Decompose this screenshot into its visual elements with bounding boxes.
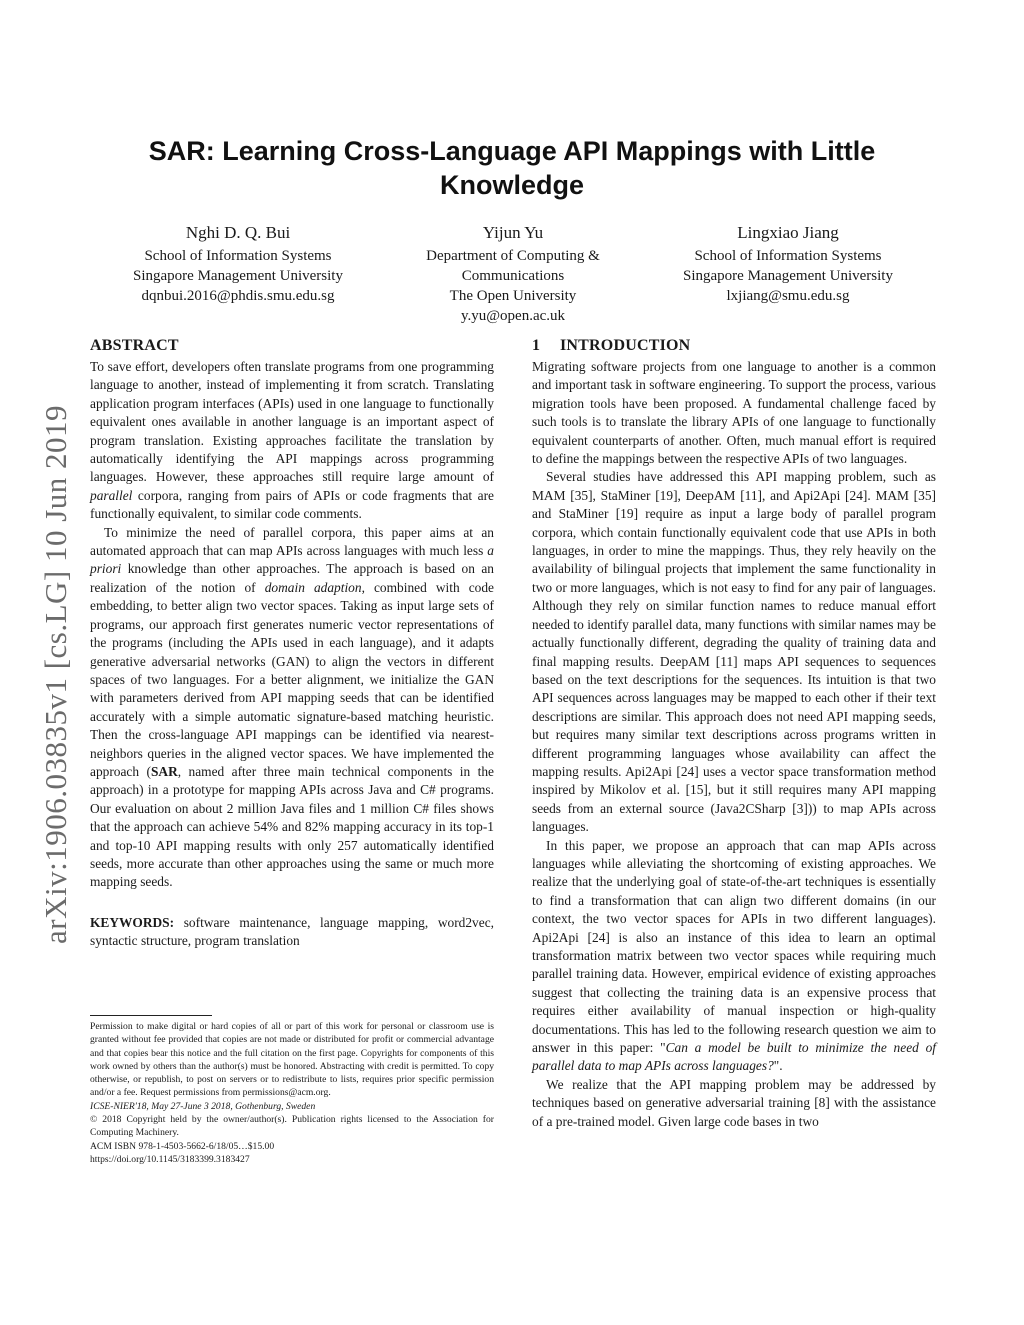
text-run: knowledge than other approaches. The approach is based on an realization of the notion of bbox=[90, 561, 494, 595]
text-run: ". bbox=[773, 1058, 783, 1074]
keywords-label: KEYWORDS: bbox=[90, 914, 175, 930]
keywords-text: software maintenance, language mapping, word2vec, syntactic structure, program translation bbox=[90, 914, 494, 949]
author-block-3 bbox=[646, 220, 930, 306]
intro-paragraph: We realize that the API mapping problem may be addressed by techniques based on generative adversarial training [8] with the assistance of a pre-trained model. Given large code bases in two bbox=[532, 1076, 936, 1129]
section-number: 1 bbox=[532, 337, 541, 354]
text-run: To minimize the need of parallel corpora, this paper aims at an automated approach that can map APIs across languages with much less bbox=[90, 524, 494, 559]
author-email: dqnbui.2016@phdis.smu.edu.sg bbox=[141, 288, 335, 304]
author-block-1 bbox=[96, 220, 380, 306]
text-run: To save effort, developers often translate programs from one programming language to another, instead of implementing it from scratch. Translating application program interfaces (APIs) used in one language to functionally equivalent ones available in another language is an important aspect of program translation. Existing approaches facilitate the translation by automatically identifying the API mappings across programming languages. However, these approaches still require large amount of bbox=[90, 359, 494, 485]
venue: ICSE-NIER'18, May 27-June 3 2018, Gothenburg, Sweden bbox=[90, 1100, 316, 1112]
text-run: corpora, ranging from pairs of APIs or code fragments that are functionally equivalent, to similar code comments. bbox=[90, 487, 494, 522]
author-affiliation: Singapore Management University bbox=[683, 268, 893, 284]
abstract-heading: ABSTRACT bbox=[90, 337, 179, 354]
copyright: © 2018 Copyright held by the owner/author(s). Publication rights licensed to the Association for Computing Machinery. bbox=[90, 1114, 494, 1139]
author-affiliation: The Open University bbox=[449, 288, 577, 304]
text-run-italic: Can a model be built to minimize the need of parallel data to map APIs across languages? bbox=[532, 1040, 936, 1074]
left-column bbox=[90, 336, 494, 951]
arxiv-identifier: arXiv:1906.03835v1 [cs.LG] 10 Jun 2019 bbox=[38, 404, 73, 944]
author-name: Yijun Yu bbox=[482, 223, 544, 242]
author-affiliation: Communications bbox=[461, 268, 565, 284]
intro-paragraph: Migrating software projects from one language to another is a common and important task in software engineering. To support the process, various migration tools have been proposed. A fundamental challenge faced by such tools is to translate the library APIs of one language to functionally equivalent counterparts of another. Often, much manual effort is required to define the mappings between the respective APIs of two languages. bbox=[532, 359, 936, 467]
keywords bbox=[90, 914, 494, 951]
abstract-paragraph bbox=[90, 524, 494, 892]
author-email: lxjiang@smu.edu.sg bbox=[726, 288, 850, 304]
right-column bbox=[532, 336, 936, 1131]
text-run-italic: domain adaption bbox=[264, 579, 362, 595]
permission-notice: Permission to make digital or hard copies of all or part of this work for personal or classroom use is granted without fee provided that copies are not made or distributed for profit or commercial advantage and that copies bear this notice and the full citation on the first page. Copyrights for components of this work owned by others than the author(s) must be honored. Abstracting with credit is permitted. To copy otherwise, or republish, to post on servers or to redistribute to lists, requires prior specific permission and/or a fee. Request permissions from permissions@acm.org. bbox=[90, 1021, 494, 1099]
author-affiliation: School of Information Systems bbox=[144, 248, 332, 264]
intro-paragraph: Several studies have addressed this API mapping problem, such as MAM [35], StaMiner [19], DeepAM [11], and Api2Api [24]. MAM [35] and StaMiner [19] require as input a large body of parallel program corpora, which contain functionally equivalent code that use APIs in both languages, in order to mine the mappings. Thus, they rely heavily on the availability of bilingual projects that implement the same functionality in two or more languages, which is not easy to find for any pair of languages. Although they rely on similar function names to reduce manual effort needed to identify parallel data, many functions with similar names may be actually functionally different, degrading the quality of training data and final mapping results. DeepAM [11] maps API sequences to sequences based on the text descriptions for the sequences. Its intuition is that two API sequences across languages may be mapped to each other if their text descriptions are similar. This approach does not need API mapping seeds, but requires many similar text descriptions across programs written in different programming languages whose availability can affect the mapping results. Api2Api [24] uses a vector space transformation method inspired by Mikolov et al. [15], but it still requires many API mapping seeds from an external source (Java2CSharp [3])) to map APIs across languages. bbox=[532, 469, 936, 835]
author-name: Lingxiao Jiang bbox=[737, 223, 839, 242]
text-run-bold: SAR bbox=[150, 763, 178, 779]
isbn: ACM ISBN 978-1-4503-5662-6/18/05…$15.00 bbox=[90, 1140, 275, 1152]
intro-paragraph bbox=[532, 837, 936, 1076]
introduction-heading bbox=[532, 336, 936, 356]
paper-title: SAR: Learning Cross-Language API Mappings with Little Knowledge bbox=[148, 136, 876, 200]
text-run: , combined with code embedding, to better align two vector spaces. Taking as input large sets of programs, our approach first generates numeric vector representations of the programs (including the APIs used in each language), and it adapts generative adversarial networks (GAN) to align the vectors in different spaces of two languages. For a better alignment, we initialize the GAN with parameters derived from API mapping seeds that can be identified accurately with a simple automatic signature-based matching heuristic. Then the cross-language API mappings can be identified via nearest-neighbors queries in the aligned vector spaces. We have implemented the approach ( bbox=[90, 579, 495, 779]
abstract-paragraph bbox=[90, 358, 494, 524]
author-name: Nghi D. Q. Bui bbox=[185, 223, 291, 242]
author-affiliation: School of Information Systems bbox=[694, 248, 882, 264]
section-title: INTRODUCTION bbox=[560, 337, 691, 354]
footnote-divider bbox=[90, 1015, 212, 1016]
text-run: In this paper, we propose an approach that can map APIs across languages while alleviating the shortcoming of existing approaches. We realize that the underlying goal of state-of-the-art techniques is essentially to find a transformation that can align two different domains (in our context, the two vector spaces for APIs in two different languages). Api2Api [24] is also an instance of this idea to learn an optimal transformation matrix between two vector spaces while requiring much parallel training data. However, empirical evidence of existing approaches suggest that collecting the training data is an expensive process that requires either availability of manual inspection or high-quality documentations. This has led to the following research question we aim to answer in this paper: " bbox=[532, 837, 936, 1056]
text-run-italic: parallel bbox=[90, 487, 133, 503]
author-affiliation: Department of Computing & bbox=[426, 248, 600, 264]
footnote bbox=[90, 1020, 494, 1166]
text-run: , named after three main technical components in the approach) in a prototype for mapping APIs across Java and C# programs. Our evaluation on about 2 million Java files and 1 million C# files shows that the approach can achieve 54% and 82% mapping accuracy in its top-1 and top-10 API mapping results with only 257 automatically identified seeds, more accurate than other approaches using the same or much more mapping seeds. bbox=[90, 763, 494, 890]
text-run-italic: a priori bbox=[90, 543, 494, 577]
author-block-2 bbox=[383, 220, 643, 326]
author-email: y.yu@open.ac.uk bbox=[460, 308, 566, 324]
doi-link[interactable]: https://doi.org/10.1145/3183399.3183427 bbox=[90, 1153, 250, 1165]
author-affiliation: Singapore Management University bbox=[133, 268, 343, 284]
